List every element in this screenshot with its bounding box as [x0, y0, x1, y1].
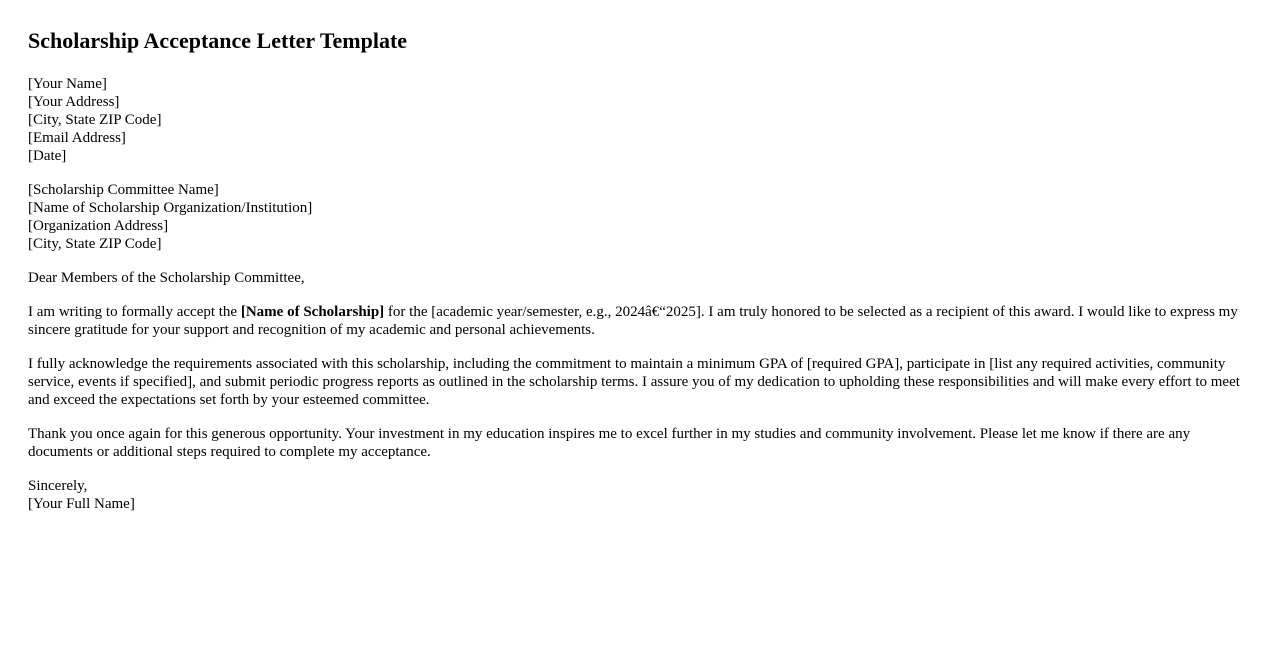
paragraph-1-start: I am writing to formally accept the [28, 304, 241, 320]
salutation: Dear Members of the Scholarship Committee, [28, 270, 305, 286]
sender-name: [Your Name] [28, 76, 107, 92]
sender-address-block [28, 75, 1250, 165]
body-paragraph-3: Thank you once again for this generous opportunity. Your investment in my education inspires me to excel further in my studies and community involvement. Please let me know if there are any documents or additional steps required to complete my acceptance. [28, 426, 1191, 460]
recipient-city-state-zip: [City, State ZIP Code] [28, 236, 162, 252]
signature-name: [Your Full Name] [28, 496, 135, 512]
scholarship-name-placeholder: [Name of Scholarship] [240, 304, 385, 320]
letter-date: [Date] [28, 148, 67, 164]
recipient-address-block [28, 181, 1250, 253]
sender-city-state-zip: [City, State ZIP Code] [28, 112, 162, 128]
page-title: Scholarship Acceptance Letter Template [28, 28, 408, 53]
recipient-organization: [Name of Scholarship Organization/Institution] [28, 200, 313, 216]
recipient-address: [Organization Address] [28, 218, 169, 234]
recipient-committee-name: [Scholarship Committee Name] [28, 182, 219, 198]
body-paragraph-2: I fully acknowledge the requirements associated with this scholarship, including the commitment to maintain a minimum GPA of [required GPA], participate in [list any required activities, community service, events if specified], and submit periodic progress reports as outlined in the scholarship terms. I assure you of my dedication to upholding these responsibilities and will make every effort to meet and exceed the expectations set forth by your esteemed committee. [28, 356, 1240, 408]
closing: Sincerely, [28, 478, 88, 494]
sender-address: [Your Address] [28, 94, 120, 110]
closing-block [28, 477, 1250, 513]
body-paragraph-1 [28, 303, 1250, 339]
paragraph-1-rest: for the [academic year/semester, e.g., 2024â€“2025]. I am truly honored to be selected as a recipient of this award. I would like to express my sincere gratitude for your support and recognition of my academic and personal achievements. [28, 304, 1238, 338]
sender-email: [Email Address] [28, 130, 126, 146]
